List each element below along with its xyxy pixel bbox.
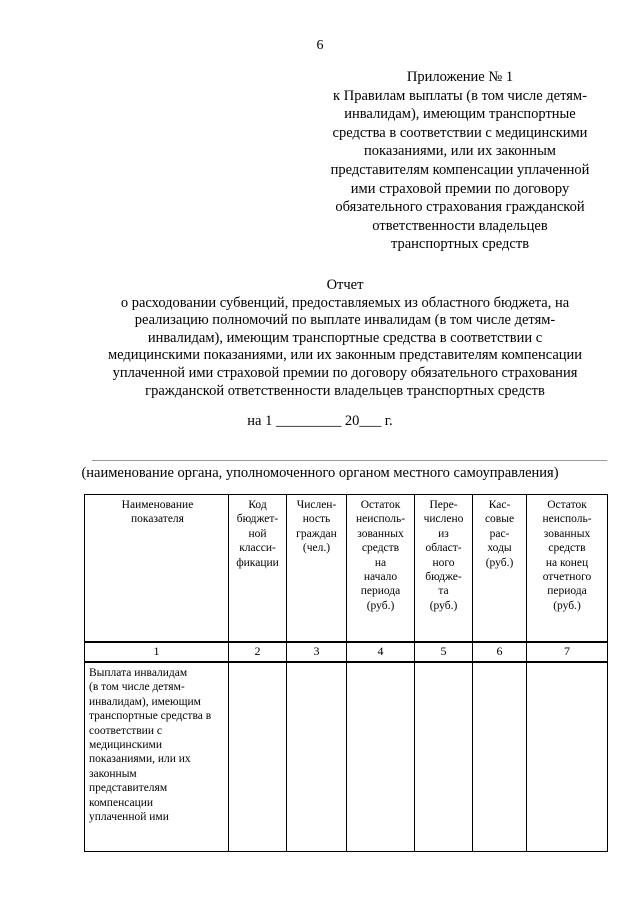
column-number-cell: 6 [473,642,527,662]
header-label: Код бюджет- ной класси- фикации [236,499,279,569]
report-line: о расходовании субвенций, предоставляемых из областного бюджета, на [120,294,570,311]
column-number-cell: 7 [527,642,608,662]
report-line: медицинскими показаниями, или их законным представителям компенсации [107,347,583,364]
appendix-line: обязательного страхования гражданской [335,199,585,216]
column-number-row [85,642,608,662]
org-name-caption: (наименование органа, уполномоченного органом местного самоуправления) [81,465,559,481]
row-label-cell [85,662,229,852]
table-cell [229,662,287,852]
table-cell [287,662,347,852]
table-cell [415,662,473,852]
table-cell [527,662,608,852]
column-number-cell: 1 [85,642,229,662]
report-line: реализацию полномочий по выплате инвалидам (в том числе детям- [134,312,556,329]
row-label: Выплата инвалидам (в том числе детям- инвалидам), имеющим транспортные средства в соответствии с медицинскими показаниями, или их законным представителям компенсации уплаченной ими [89,667,212,824]
table-header-cell [229,495,287,643]
page-number: 6 [316,38,324,53]
report-line: гражданской ответственности владельцев транспортных средств [145,382,545,399]
header-label: Остаток неисполь- зованных средств на начало периода (руб.) [355,499,406,612]
column-number-cell: 2 [229,642,287,662]
table-header-cell [85,495,229,643]
table-header-row [85,495,608,643]
appendix-line: к Правилам выплаты (в том числе детям- [333,87,587,104]
report-line: уплаченной ими страховой премии по договору обязательного страхования [112,364,578,381]
report-date-line: на 1 _________ 20___ г. [247,413,393,429]
header-label: Числен- ность граждан (чел.) [296,499,337,555]
table-header-cell [527,495,608,643]
report-line: инвалидам), имеющим транспортные средства в соответствии с [147,329,543,346]
appendix-line: ими страховой премии по договору [350,180,570,197]
appendix-line: показаниями, или их законным [364,143,556,160]
appendix-title: Приложение № 1 [406,69,514,85]
appendix-line: средства в соответствии с медицинскими [332,124,588,141]
appendix-line: инвалидам), имеющим транспортные [344,106,576,123]
column-number-cell: 5 [415,642,473,662]
appendix-line: представителям компенсации уплаченной [330,161,590,178]
table-header-cell [473,495,527,643]
appendix-block [300,68,620,254]
table-header-cell [347,495,415,643]
header-label: Кас- совые рас- ходы (руб.) [484,499,515,569]
header-label: Остаток неисполь- зованных средств на конец отчетного периода (руб.) [542,499,592,612]
org-name-underline [92,460,607,461]
table-header-cell [415,495,473,643]
table-header-cell [287,495,347,643]
table-cell [473,662,527,852]
header-label: Пере- числено из област- ного бюдже- та (руб.) [423,499,464,612]
header-label: Наименование показателя [121,499,194,526]
table-row [85,662,608,852]
report-title: Отчет [326,277,364,293]
report-table [84,494,608,852]
table-cell [347,662,415,852]
report-heading [60,277,630,400]
appendix-line: транспортных средств [390,236,530,253]
column-number-cell: 3 [287,642,347,662]
column-number-cell: 4 [347,642,415,662]
appendix-line: ответственности владельцев [372,217,548,234]
